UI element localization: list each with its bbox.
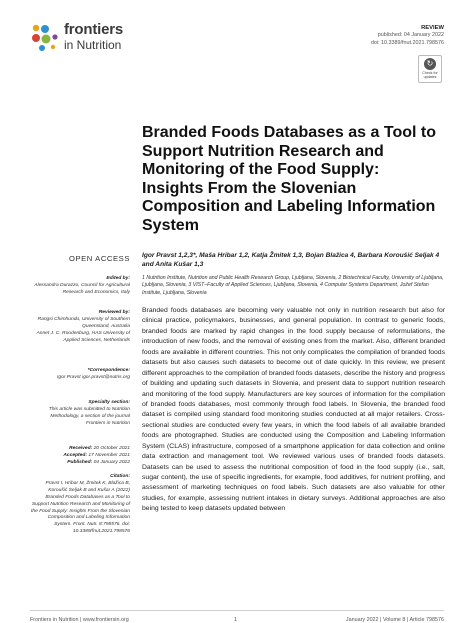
specialty-label: Specialty section: xyxy=(88,400,130,405)
correspondence-label: *Correspondence: xyxy=(87,368,130,373)
author-list: Igor Pravst 1,2,3*, Maša Hribar 1,2, Katja Žmitek 1,3, Bojan Blažica 4, Barbara Koroušić Seljak 4 and Anita Kušar 1,3 xyxy=(142,252,440,268)
reviewed-by-block xyxy=(30,310,130,345)
frontiers-logo-icon xyxy=(30,23,60,53)
footer-issue-info: January 2022 | Volume 8 | Article 798576 xyxy=(345,617,444,623)
open-access-label: OPEN ACCESS xyxy=(68,254,130,263)
specialty-text: This article was submitted to Nutrition Methodology, a section of the journal Frontiers in Nutrition xyxy=(48,406,130,426)
editor-name: Alessandra Durazzo, Council for Agricultural Research and Economics, Italy xyxy=(34,282,130,295)
footer-page-number: 1 xyxy=(234,617,237,623)
article-type: REVIEW xyxy=(421,25,444,31)
reviewed-by-label: Reviewed by: xyxy=(98,310,130,315)
refresh-icon: ↻ xyxy=(424,58,436,70)
journal-name: frontiers xyxy=(64,21,124,38)
footer-journal-link[interactable]: Frontiers in Nutrition | www.frontiersin.org xyxy=(30,617,129,623)
citation-block xyxy=(30,474,130,536)
citation-label: Citation: xyxy=(110,474,130,479)
accepted-date: 17 November 2021 xyxy=(88,452,130,458)
journal-logo[interactable] xyxy=(30,21,150,55)
check-updates-label: Check for updates xyxy=(422,71,438,79)
received-label: Received: xyxy=(69,446,93,451)
published-label: Published: xyxy=(67,459,93,465)
edited-by-block xyxy=(30,276,130,297)
abstract-text: Branded foods databases are becoming very valuable not only in nutrition research but also for clinical practice, policymakers, businesses, and general population. In contrast to generic foods, branded foods are marked by rapid changes in the food supply because of reformulations, the introduction of new foods, and the removal of existing ones from the market. Also, different branded foods are available in different countries. This not only complicates the compilation of branded foods datasets but also causes such datasets to become out of date quickly. In this review, we present different approaches to the compilation of branded foods datasets, describe the history and progress of building and updating such datasets in Slovenia, and present data to support nutrition research and monitoring of the food supply. Manufacturers are key sources of information for the compilation of branded foods databases, most commonly through food labels. In Slovenia, the branded food dataset is compiled using standard food monitoring studies conducted at all major retailers. Cross-sectional studies are conducted every few years, in which the food labels of all available branded foods are photographed. Studies are conducted using the Composition and Labeling Information System (CLAS) infrastructure, composed of a smartphone application for data collection and online data extraction and management tool. We reviewed various uses of branded foods datasets. Datasets can be used to assess the nutritional composition of food in the food supply (i.e., salt, sugar content), the use of specific ingredients, for example, food additives, for nutrient profiling, and assessment of marketing techniques on food labels. Such datasets are also valuable for other studies, for example, assessing nutrient intakes in dietary surveys. Additional approaches are also being tested to keep datasets updated between xyxy=(142,307,445,513)
journal-subname: in Nutrition xyxy=(64,38,122,52)
published-date-side: 04 January 2022 xyxy=(93,459,130,465)
received-date: 20 October 2021 xyxy=(93,446,130,451)
article-meta xyxy=(371,25,444,47)
check-for-updates-button[interactable] xyxy=(418,55,442,83)
correspondence-contact[interactable]: Igor Pravst igor.pravst@nutris.org xyxy=(56,374,130,380)
article-title: Branded Foods Databases as a Tool to Support Nutrition Research and Monitoring of the Food Supply: Insights From the Slovenian Composition and Labeling Information System xyxy=(142,124,436,234)
accepted-label: Accepted: xyxy=(63,452,88,458)
footer-divider xyxy=(30,610,444,611)
specialty-block xyxy=(30,400,130,428)
affiliations: 1 Nutrition Institute, Nutrition and Public Health Research Group, Ljubljana, Slovenia, 2 Biotechnical Faculty, University of Ljubljana, Ljubljana, Slovenia, 3 VIST–Faculty of Applied Sciences, Ljubljana, Slovenia, 4 Computer Systems Department, Jožef Stefan Institute, Ljubljana, Slovenia xyxy=(142,275,444,296)
dates-block xyxy=(30,446,130,467)
article-doi[interactable]: doi: 10.3389/fnut.2021.798576 xyxy=(370,39,444,46)
reviewer-2: Annet J. C. Roodenburg, HAS University of Applied Sciences, Netherlands xyxy=(36,330,130,343)
published-date: published: 04 January 2022 xyxy=(377,32,444,39)
correspondence-block xyxy=(30,368,130,382)
reviewer-1: Rangsi Chimhundu, University of Southern Queensland, Australia xyxy=(37,316,130,329)
edited-by-label: Edited by: xyxy=(106,276,130,281)
citation-text: Pravst I, Hribar M, Žmitek K, Blažica B, Koroušić Seljak B and Kušar A (2022) Branded Foods Databases as a Tool to Support Nutrition Research and Monitoring of the Food Supply: Insights From the Slovenian Composition and Labeling Information System. Front. Nutr. 8:798576. doi: 10.3389/fnut.2021.798576 xyxy=(31,480,130,535)
